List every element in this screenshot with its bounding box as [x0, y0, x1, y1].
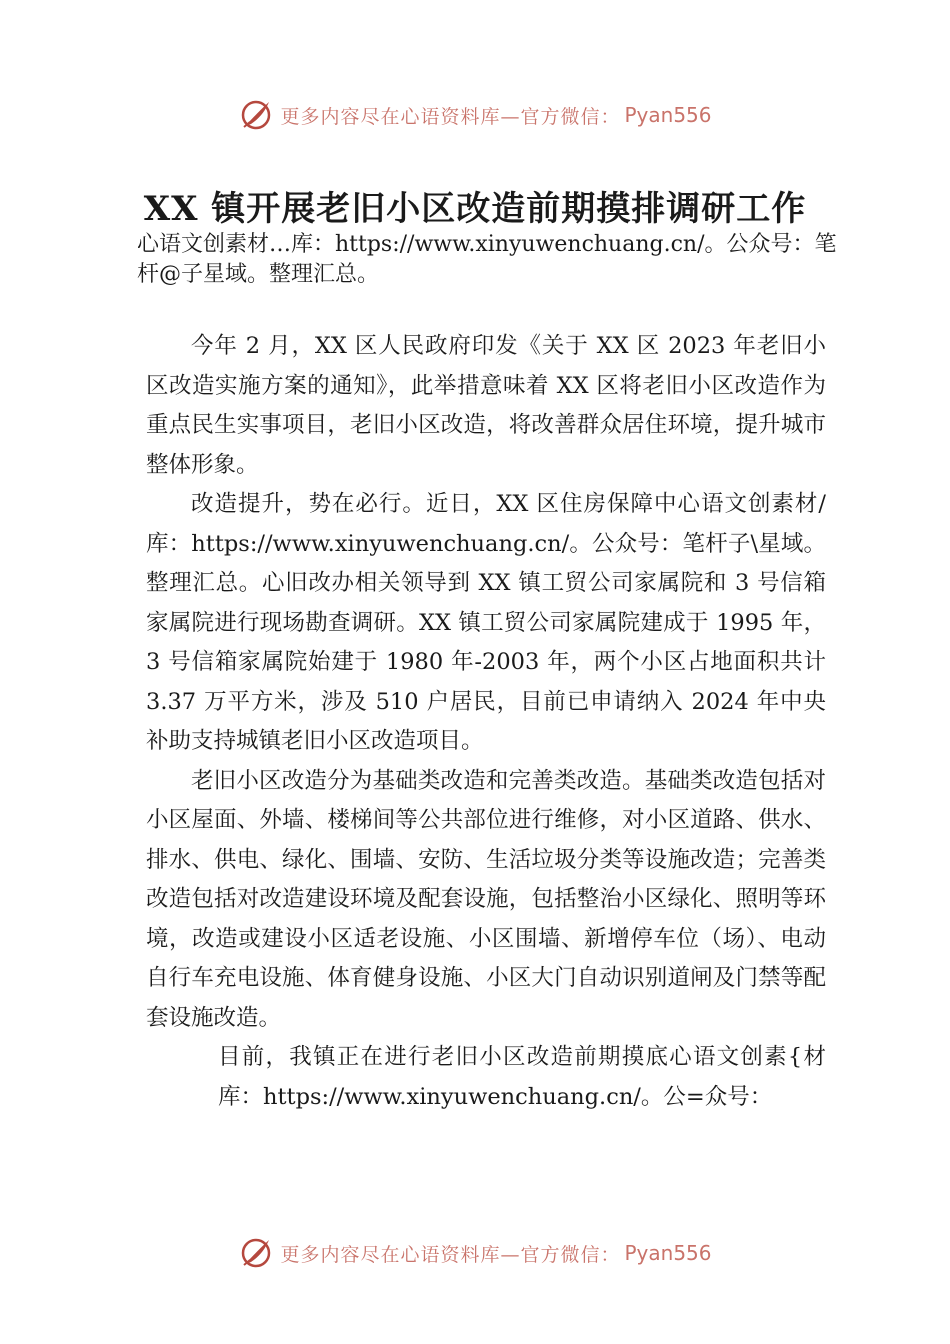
- watermark-wechat-id: Pyan556: [624, 103, 712, 127]
- paragraph-4: 目前，我镇正在进行老旧小区改造前期摸底心语文创素{材库：https://www.xinyuwenchuang.cn/。公=众号：: [218, 1044, 826, 1110]
- watermark-banner-top: [0, 95, 950, 135]
- quill-pen-logo-icon: [238, 97, 274, 133]
- watermark-banner-bottom: [0, 1233, 950, 1273]
- paragraph-2: 改造提升，势在必行。近日，XX 区住房保障中心语文创素材/库：https://www.xinyuwenchuang.cn/。公众号：笔杆子\星域。整理汇总。心旧改办相关领导到 XX 镇工贸公司家属院和 3 号信箱家属院进行现场勘查调研。XX 镇工贸公司家属院建成于 1995 年，3 号信箱家属院始建于 1980 年-2003 年，两个小区占地面积共计 3.37 万平方米，涉及 510 户居民，目前已申请纳入 2024 年中央补助支持城镇老旧小区改造项目。: [146, 491, 826, 754]
- document-body: [146, 327, 826, 1117]
- document-title: XX 镇开展老旧小区改造前期摸排调研工作: [143, 189, 807, 229]
- paragraph-3: 老旧小区改造分为基础类改造和完善类改造。基础类改造包括对小区屋面、外墙、楼梯间等公共部位进行维修，对小区道路、供水、排水、供电、绿化、围墙、安防、生活垃圾分类等设施改造；完善类改造包括对改造建设环境及配套设施，包括整治小区绿化、照明等环境，改造或建设小区适老设施、小区围墙、新增停车位（场）、电动自行车充电设施、体育健身设施、小区大门自动识别道闸及门禁等配套设施改造。: [146, 767, 826, 1031]
- watermark-text: 更多内容尽在心语资料库—官方微信：: [280, 1243, 621, 1266]
- watermark-text: 更多内容尽在心语资料库—官方微信：: [280, 105, 621, 128]
- paragraph-1: 今年 2 月，XX 区人民政府印发《关于 XX 区 2023 年老旧小区改造实施方案的通知》，此举措意味着 XX 区将老旧小区改造作为重点民生实事项目，老旧小区改造，将改善群众居住环境，提升城市整体形象。: [146, 333, 826, 478]
- quill-pen-logo-icon: [238, 1235, 274, 1271]
- source-note: 心语文创素材…库：https://www.xinyuwenchuang.cn/。公众号：笔杆@子星域。整理汇总。: [137, 232, 837, 287]
- watermark-wechat-id: Pyan556: [624, 1241, 712, 1265]
